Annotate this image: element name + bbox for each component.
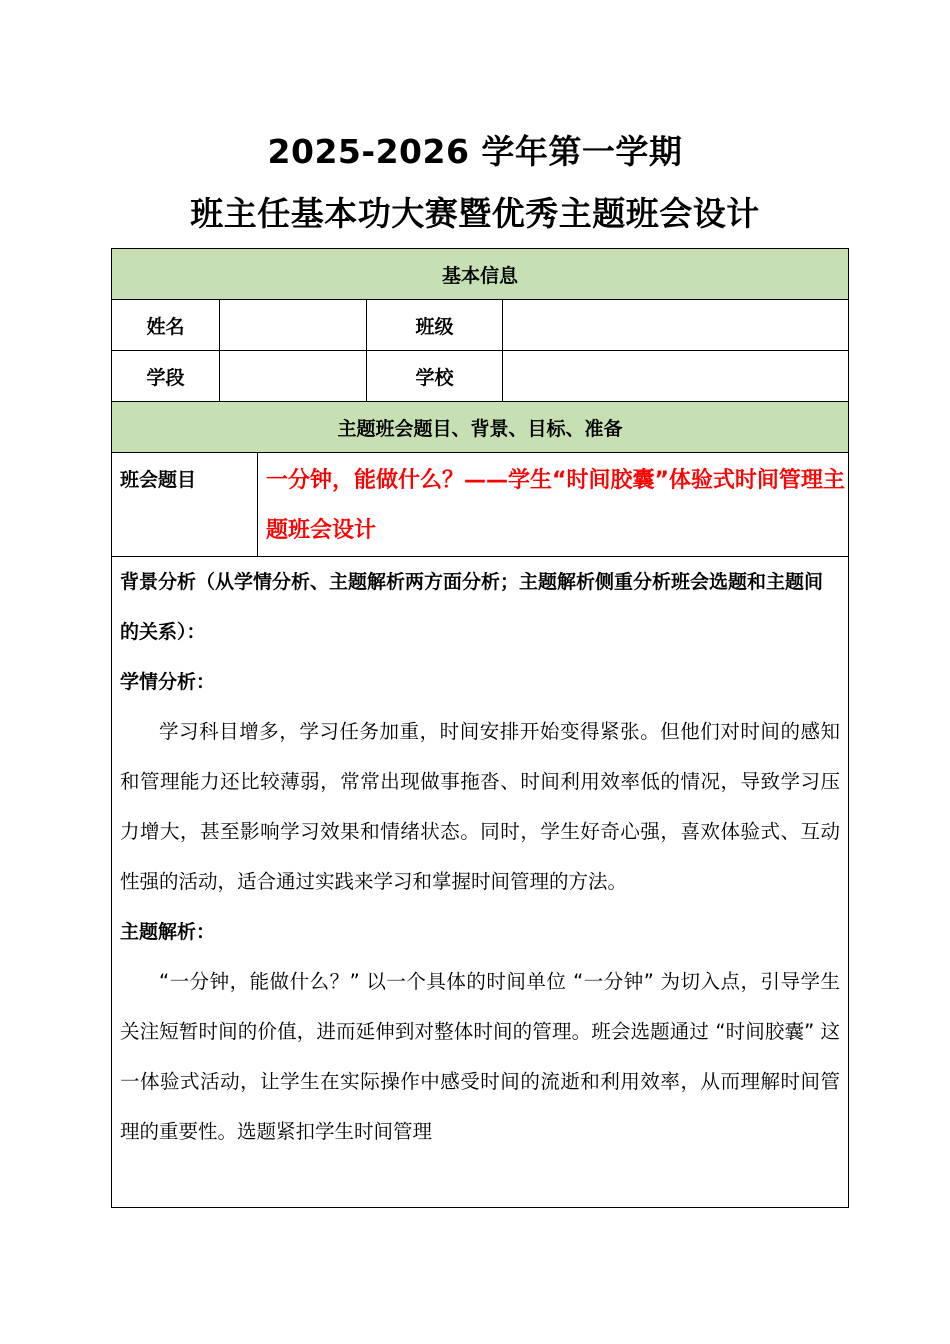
background-analysis-cell bbox=[112, 557, 849, 1208]
topic-value: 一分钟，能做什么？——学生“时间胶囊”体验式时间管理主题班会设计 bbox=[258, 453, 849, 557]
document-title-line1: 2025-2026 学年第一学期 bbox=[267, 132, 683, 171]
theme-analysis-label: 主题解析： bbox=[120, 921, 216, 943]
basic-info-heading: 基本信息 bbox=[112, 249, 849, 300]
topic-label: 班会题目 bbox=[112, 453, 258, 557]
theme-analysis-text: “一分钟，能做什么？” 以一个具体的时间单位 “一分钟” 为切入点，引导学生关注短暂时间的价值，进而延伸到对整体时间的管理。班会选题通过 “时间胶囊” 这一体验式活动，让学生在实际操作中感受时间的流逝和利用效率，从而理解时间管理的重要性。选题紧扣学生时间管理 bbox=[120, 970, 841, 1143]
student-analysis-label: 学情分析： bbox=[120, 671, 216, 693]
theme-section-heading: 主题班会题目、背景、目标、准备 bbox=[112, 402, 849, 453]
school-value-cell[interactable] bbox=[503, 351, 849, 402]
design-form-table bbox=[111, 248, 849, 1208]
name-value-cell[interactable] bbox=[220, 300, 367, 351]
document-title-line2: 班主任基本功大赛暨优秀主题班会设计 bbox=[190, 194, 760, 233]
name-label: 姓名 bbox=[112, 300, 220, 351]
background-heading: 背景分析（从学情分析、主题解析两方面分析；主题解析侧重分析班会选题和主题间的关系）： bbox=[120, 571, 824, 643]
class-value-cell[interactable] bbox=[503, 300, 849, 351]
stage-label: 学段 bbox=[112, 351, 220, 402]
stage-value-cell[interactable] bbox=[220, 351, 367, 402]
class-label: 班级 bbox=[367, 300, 503, 351]
school-label: 学校 bbox=[367, 351, 503, 402]
student-analysis-text: 学习科目增多，学习任务加重，时间安排开始变得紧张。但他们对时间的感知和管理能力还比较薄弱，常常出现做事拖沓、时间利用效率低的情况，导致学习压力增大，甚至影响学习效果和情绪状态。同时，学生好奇心强，喜欢体验式、互动性强的活动，适合通过实践来学习和掌握时间管理的方法。 bbox=[120, 720, 841, 893]
